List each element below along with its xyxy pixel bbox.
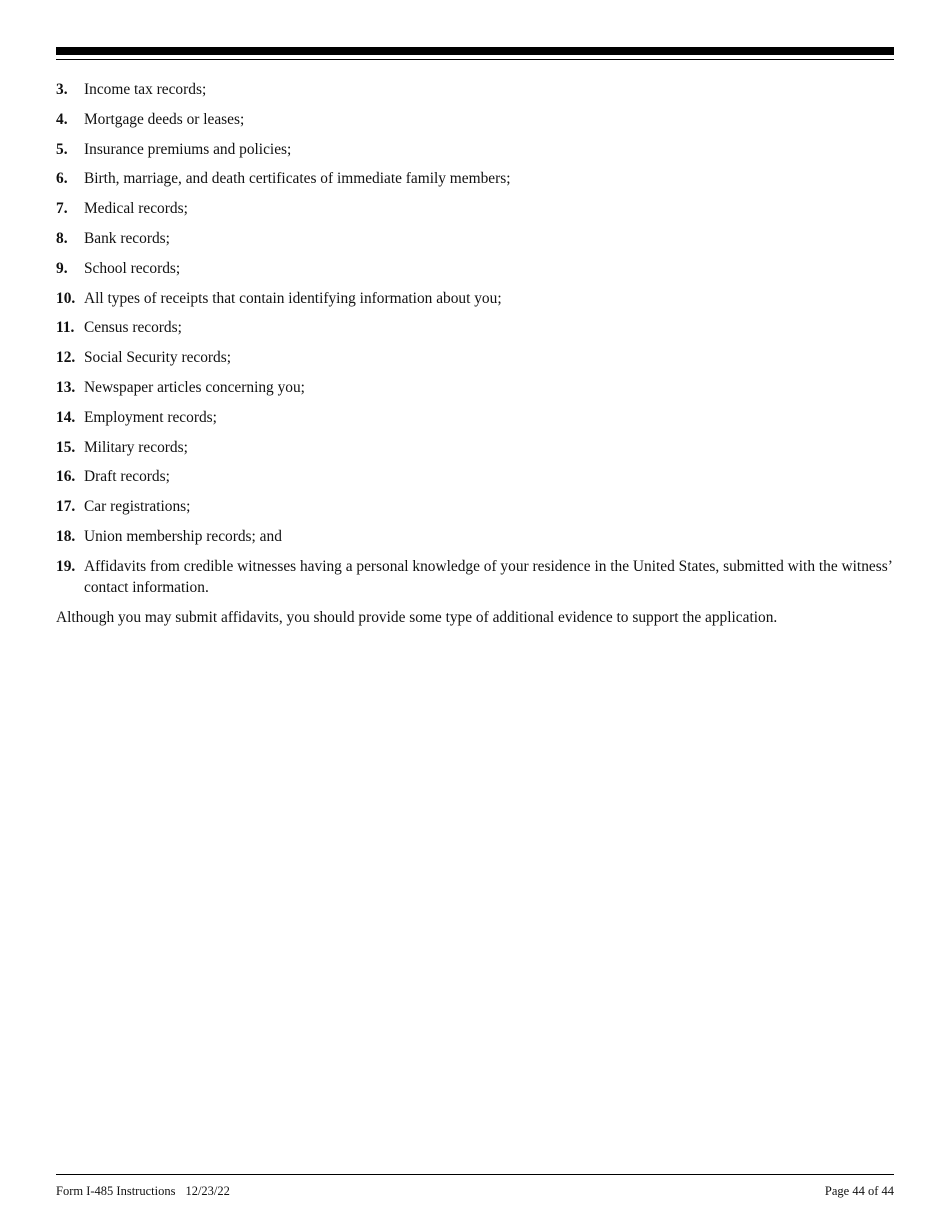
list-item xyxy=(56,317,894,338)
list-item-number: 8. xyxy=(56,229,68,247)
list-item-number: 4. xyxy=(56,110,68,128)
list-item-number: 15. xyxy=(56,438,76,456)
list-item-text: Affidavits from credible witnesses having a personal knowledge of your residence in the United States, submitted with the witness’ contact information. xyxy=(84,557,892,596)
list-item xyxy=(56,258,894,279)
list-item-number: 10. xyxy=(56,289,76,307)
list-item-number: 14. xyxy=(56,408,76,426)
footer-rule xyxy=(56,1174,894,1175)
list-item-number: 9. xyxy=(56,259,68,277)
list-item-text: Birth, marriage, and death certificates of immediate family members; xyxy=(84,170,511,188)
list-item xyxy=(56,139,894,160)
closing-paragraph: Although you may submit affidavits, you should provide some type of additional evidence to support the application. xyxy=(56,608,778,626)
page-footer xyxy=(56,1182,894,1200)
list-item-number: 11. xyxy=(56,319,75,337)
list-item-number: 13. xyxy=(56,378,76,396)
page-content xyxy=(56,79,894,628)
list-item-text: Mortgage deeds or leases; xyxy=(84,110,245,128)
list-item-text: Medical records; xyxy=(84,200,188,218)
list-item-text: Car registrations; xyxy=(84,498,191,516)
list-item-number: 16. xyxy=(56,468,76,486)
list-item-text: Social Security records; xyxy=(84,349,232,367)
list-item xyxy=(56,377,894,398)
list-item-number: 5. xyxy=(56,140,68,158)
footer-page-number: Page 44 of 44 xyxy=(824,1184,894,1198)
list-item-text: Military records; xyxy=(84,438,188,456)
list-item xyxy=(56,496,894,517)
document-page xyxy=(56,0,894,1230)
list-item-number: 3. xyxy=(56,81,68,98)
list-item xyxy=(56,168,894,189)
list-item-text: Employment records; xyxy=(84,408,217,426)
footer-edition-date: 12/23/22 xyxy=(185,1184,230,1198)
list-item xyxy=(56,79,894,100)
list-item xyxy=(56,109,894,130)
list-item-text: Insurance premiums and policies; xyxy=(84,140,292,158)
list-item-number: 17. xyxy=(56,498,76,516)
list-item xyxy=(56,526,894,547)
footer-form-name: Form I-485 Instructions xyxy=(56,1184,176,1198)
list-item-text: All types of receipts that contain identifying information about you; xyxy=(84,289,502,307)
header-rule-thin xyxy=(56,59,894,60)
evidence-list xyxy=(56,79,894,598)
list-item xyxy=(56,198,894,219)
list-item xyxy=(56,466,894,487)
list-item-text: Union membership records; and xyxy=(84,527,282,545)
list-item xyxy=(56,556,894,598)
list-item xyxy=(56,437,894,458)
list-item-number: 6. xyxy=(56,170,68,188)
list-item-number: 12. xyxy=(56,349,76,367)
list-item-number: 19. xyxy=(56,557,76,575)
list-item xyxy=(56,228,894,249)
list-item-text: Draft records; xyxy=(84,468,170,486)
list-item-text: School records; xyxy=(84,259,181,277)
list-item-text: Bank records; xyxy=(84,229,170,247)
list-item xyxy=(56,407,894,428)
list-item xyxy=(56,288,894,309)
list-item-number: 18. xyxy=(56,527,76,545)
list-item xyxy=(56,347,894,368)
list-item-text: Newspaper articles concerning you; xyxy=(84,378,305,396)
list-item-text: Census records; xyxy=(84,319,182,337)
header-rule-thick xyxy=(56,47,894,55)
list-item-number: 7. xyxy=(56,200,68,218)
footer-form-info xyxy=(56,1182,230,1200)
list-item-text: Income tax records; xyxy=(84,81,207,98)
